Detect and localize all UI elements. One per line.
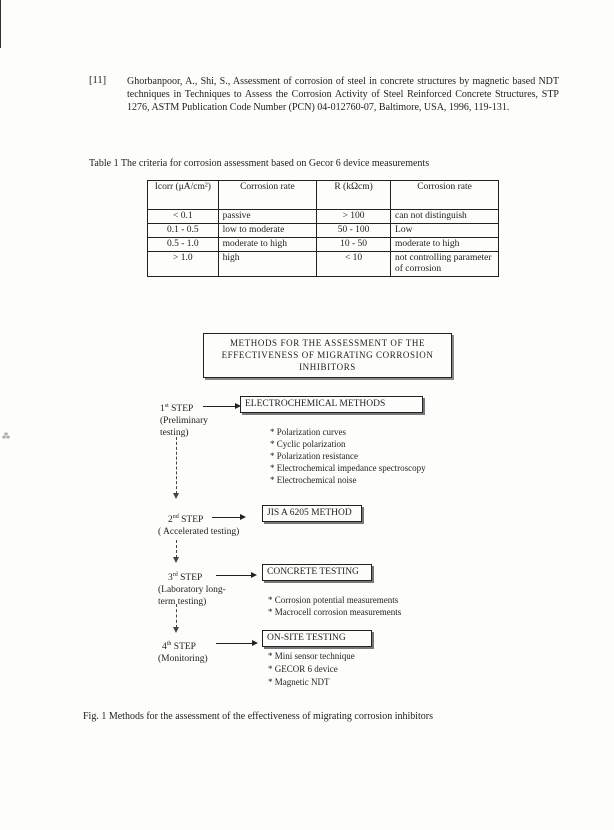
table-caption: Table 1 The criteria for corrosion assessment based on Gecor 6 device measurements — [89, 158, 430, 169]
list-item: * Polarization resistance — [270, 450, 426, 462]
step-4-description: (Monitoring) — [158, 654, 208, 665]
step-1-description: (Preliminary testing) — [160, 416, 209, 439]
table-cell: > 1.0 — [148, 252, 219, 277]
header-icorr: Icorr (μA/cm²) — [148, 181, 219, 210]
step-1-arrow — [203, 406, 236, 407]
concrete-testing-list — [268, 594, 401, 618]
table-cell: can not distinguish — [391, 210, 499, 224]
step-1-number: 1 — [160, 404, 165, 415]
step-2-suffix: nd — [172, 514, 179, 520]
step-2-arrow — [212, 517, 241, 518]
flow-connector-2 — [176, 540, 177, 558]
list-item: * Cyclic polarization — [270, 438, 426, 450]
list-item: * Mini sensor technique — [268, 650, 355, 663]
list-item: * GECOR 6 device — [268, 663, 355, 676]
step-4-arrow — [216, 643, 253, 644]
table-cell: not controlling parameter of corrosion — [391, 252, 499, 277]
method-box-concrete: CONCRETE TESTING — [262, 564, 372, 581]
page-margin-line — [0, 0, 1, 48]
step-3-description: (Laboratory long-term testing) — [158, 585, 226, 608]
table-cell: 10 - 50 — [317, 238, 391, 252]
table-cell: 0.1 - 0.5 — [148, 224, 219, 238]
header-resistance: R (kΩcm) — [317, 181, 391, 210]
step-2-description: ( Accelerated testing) — [158, 527, 240, 538]
table-cell: < 0.1 — [148, 210, 219, 224]
step-2-word: STEP — [181, 515, 204, 526]
flow-connector-1 — [176, 437, 177, 494]
on-site-testing-list — [268, 650, 355, 689]
list-item: * Electrochemical noise — [270, 474, 426, 486]
step-3-arrow — [216, 575, 252, 576]
table-cell: 50 - 100 — [317, 224, 391, 238]
table-cell: Low — [391, 224, 499, 238]
table-cell: < 10 — [317, 252, 391, 277]
step-3-number: 3 — [168, 573, 173, 584]
corrosion-criteria-table — [147, 180, 499, 277]
table-cell: high — [218, 252, 316, 277]
table-row — [148, 252, 499, 277]
list-item: * Magnetic NDT — [268, 676, 355, 689]
step-4-number: 4 — [162, 642, 167, 653]
step-2-number: 2 — [168, 515, 173, 526]
step-4-suffix: th — [166, 641, 172, 647]
table-cell: 0.5 - 1.0 — [148, 238, 219, 252]
table-cell: moderate to high — [218, 238, 316, 252]
table-row — [148, 210, 499, 224]
figure-caption: Fig. 1 Methods for the assessment of the effectiveness of migrating corrosion inhibitors — [83, 711, 434, 722]
header-corrosion-rate: Corrosion rate — [218, 181, 316, 210]
table-cell: moderate to high — [391, 238, 499, 252]
reference-number: [11] — [89, 75, 107, 86]
table-row — [148, 238, 499, 252]
table-header-row — [148, 181, 499, 210]
reference-text: Ghorbanpoor, A., Shi, S., Assessment of corrosion of steel in concrete structures by magnetic based NDT techniques in Techniques to Assess the Corrosion Activity of Steel Reinforced Concrete Structures, STP 1276, ASTM Publication Code Number (PCN) 04-012760-07, Baltimore, USA, 1996, 119-131. — [127, 76, 559, 113]
flow-connector-3 — [176, 604, 177, 628]
list-item: * Polarization curves — [270, 426, 426, 438]
table-cell: low to moderate — [218, 224, 316, 238]
diagram-title-box: METHODS FOR THE ASSESSMENT OF THE EFFECTIVENESS OF MIGRATING CORROSION INHIBITORS — [203, 333, 452, 378]
step-1-word: STEP — [171, 404, 194, 415]
table-cell: passive — [218, 210, 316, 224]
method-box-jis: JIS A 6205 METHOD — [262, 505, 362, 522]
step-3-suffix: rd — [172, 572, 178, 578]
electrochemical-methods-list — [270, 426, 426, 486]
header-corrosion-rate-2: Corrosion rate — [391, 181, 499, 210]
method-box-on-site: ON-SITE TESTING — [262, 630, 372, 647]
step-4-word: STEP — [173, 642, 196, 653]
list-item: * Macrocell corrosion measurements — [268, 606, 401, 618]
table-row — [148, 224, 499, 238]
method-box-electrochemical: ELECTROCHEMICAL METHODS — [240, 396, 423, 413]
list-item: * Electrochemical impedance spectroscopy — [270, 462, 426, 474]
step-3-word: STEP — [180, 573, 203, 584]
table-cell: > 100 — [317, 210, 391, 224]
step-1-suffix: st — [164, 403, 169, 409]
list-item: * Corrosion potential measurements — [268, 594, 401, 606]
scan-speck: ⁂ — [2, 432, 10, 441]
